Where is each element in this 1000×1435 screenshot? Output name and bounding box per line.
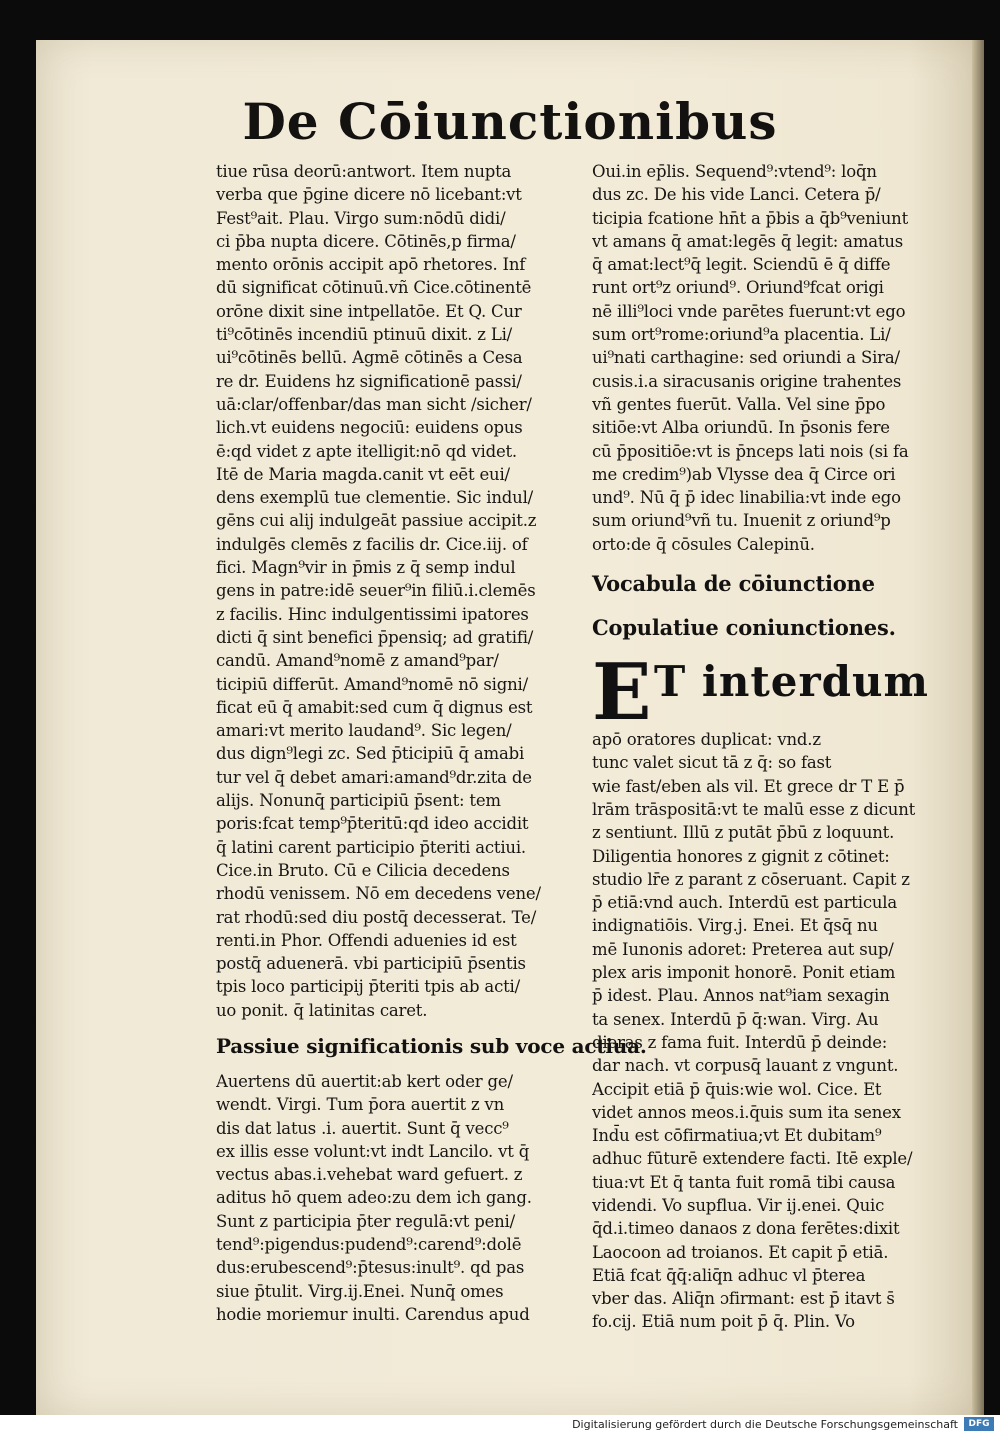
right-text-block-2 (592, 728, 972, 1334)
text-line: verba que p̄gine dicere nō licebant:vt (216, 185, 522, 205)
text-line: ticipiū differūt. Amand⁹nomē nō signi/ (216, 674, 528, 694)
text-line: dens exemplū tue clementie. Sic indul/ (216, 488, 534, 508)
text-line: Etiā fcat q̄q̄:aliq̄n adhuc vl p̄terea (592, 1265, 866, 1285)
dfg-logo-icon: DFG (964, 1417, 994, 1431)
text-line: gēns cui alij indulgeāt passiue accipit.z (216, 511, 537, 531)
book-page (36, 40, 984, 1415)
text-line: ē:qd videt z apte itelligit:nō qd videt. (216, 441, 517, 461)
text-line: vñ gentes fuerūt. Valla. Vel sine p̄po (592, 394, 886, 414)
text-line: cusis.i.a siracusanis origine trahentes (592, 371, 902, 391)
text-line: studio lr̄e z parant z cōseruant. Capit z (592, 869, 910, 889)
text-line: ta senex. Interdū p̄ q̄:wan. Virg. Au (592, 1009, 879, 1029)
text-line: tur vel q̄ debet amari:amand⁹dr.zita de (216, 767, 532, 787)
text-line: p̄ idest. Plau. Annos nat⁹iam sexagin (592, 986, 890, 1006)
text-line: alijs. Nonunq̄ participiū p̄sent: tem (216, 791, 501, 811)
text-line: ticipia fcatione hn̄t a p̄bis a q̄b⁹veniunt (592, 208, 909, 228)
text-line: wie fast/eben als vil. Et grece dr T E p̄ (592, 776, 905, 796)
text-line: videndi. Vo supflua. Vir ij.enei. Quic (592, 1195, 885, 1215)
text-line: tunc valet sicut tā z q̄: so fast (592, 753, 832, 773)
text-line: Auertens dū auertit:ab kert oder ge/ (216, 1071, 513, 1091)
text-line: und⁹. Nū q̄ p̄ idec linabilia:vt inde ego (592, 488, 901, 508)
text-line: adhuc fūturē extendere facti. Itē exple/ (592, 1149, 913, 1169)
drop-cap-title: T interdum (654, 657, 929, 707)
text-line: cū p̄positiōe:vt is p̄nceps lati nois (si fa (592, 441, 909, 461)
text-line: uo ponit. q̄ latinitas caret. (216, 1000, 428, 1020)
text-line: aditus hō quem adeo:zu dem ich gang. (216, 1188, 532, 1208)
text-line: dicti q̄ sint benefici p̄pensiq; ad gratifi/ (216, 627, 534, 647)
text-line: uā:clar/offenbar/das man sicht /sicher/ (216, 394, 532, 414)
text-line: dus dign⁹legi zc. Sed p̄ticipiū q̄ amabi (216, 744, 525, 764)
text-line: poris:fcat temp⁹p̄teritū:qd ideo accidit (216, 814, 529, 834)
text-line: orto:de q̄ cōsules Calepinū. (592, 534, 815, 554)
text-line: z facilis. Hinc indulgentissimi ipatores (216, 604, 529, 624)
decorated-initial-block (592, 647, 972, 739)
text-line: vectus abas.i.vehebat ward gefuert. z (216, 1165, 523, 1185)
text-line: nē illi⁹loci vnde parētes fuerunt:vt ego (592, 301, 906, 321)
text-line: sum ort⁹rome:oriund⁹a placentia. Li/ (592, 325, 891, 345)
text-line: Ind̄u est cōfirmatiua;vt Et dubitam⁹ (592, 1126, 882, 1146)
text-line: Diligentia honores z gignit z cōtinet: (592, 846, 890, 866)
left-text-block (216, 160, 608, 1022)
text-line: lrām trāspositā:vt te malū esse z dicunt (592, 799, 916, 819)
text-line: dis dat latus .i. auertit. Sunt q̄ vecc⁹ (216, 1118, 509, 1138)
text-line: q̄ amat:lect⁹q̄ legit. Sciendū ē q̄ diffe (592, 255, 891, 275)
text-line: gens in patre:idē seuer⁹in filiū.i.clemēs (216, 581, 536, 601)
right-text-block (592, 160, 972, 556)
text-line: sitiōe:vt Alba oriundū. In p̄sonis fere (592, 418, 890, 438)
right-column (592, 160, 972, 1334)
page-edge (972, 40, 984, 1415)
text-line: postq̄ aduenerā. vbi participiū p̄sentis (216, 954, 526, 974)
text-line: ficat eū q̄ amabit:sed cum q̄ dignus est (216, 697, 533, 717)
page-header (36, 92, 984, 162)
text-line: fo.cij. Etiā num poit p̄ q̄. Plin. Vo (592, 1312, 855, 1332)
drop-cap: E (592, 647, 652, 739)
text-line: indulgēs clemēs z facilis dr. Cice.iij. of (216, 534, 528, 554)
text-line: me credim⁹)ab Vlysse dea q̄ Circe ori (592, 464, 896, 484)
text-line: dus zc. De his vide Lanci. Cetera p̄/ (592, 185, 881, 205)
text-line: Oui.in ep̄lis. Sequend⁹:vtend⁹: loq̄n (592, 162, 877, 181)
left-column (216, 160, 647, 1326)
left-text-block-2 (216, 1070, 608, 1326)
text-line: dus:erubescend⁹:p̄tesus:inult⁹. qd pas (216, 1258, 525, 1278)
text-line: ex illis esse volunt:vt indt Lancilo. vt q̄ (216, 1141, 530, 1161)
section-heading-copulatiue: Copulatiue coniunctiones. (592, 615, 896, 641)
text-line: mē Iunonis adoret: Preterea aut sup/ (592, 939, 894, 959)
text-line: siue p̄tulit. Virg.ij.Enei. Nunq̄ omes (216, 1281, 504, 1301)
text-line: z sentiunt. Illū z putāt p̄bū z loquunt. (592, 823, 895, 843)
text-line: Accipit etiā p̄ q̄uis:wie wol. Cice. Et (592, 1079, 882, 1099)
text-line: ci p̄ba nupta dicere. Cōtinēs,p firma/ (216, 231, 516, 251)
section-heading-vocabula: Vocabula de cōiunctione (592, 571, 875, 597)
text-line: Itē de Maria magda.canit vt eēt eui/ (216, 464, 510, 484)
text-line: tiue rūsa deorū:antwort. Item nupta (216, 162, 512, 181)
text-line: ui⁹nati carthagine: sed oriundi a Sira/ (592, 348, 900, 368)
text-line: hodie moriemur inulti. Carendus apud (216, 1304, 530, 1324)
text-line: dieras z fama fuit. Interdū p̄ deinde: (592, 1032, 888, 1052)
section-heading: Passiue significationis sub voce actiua. (216, 1033, 647, 1058)
text-line: ti⁹cōtinēs incendiū ptinuū dixit. z Li/ (216, 325, 513, 345)
text-line: ui⁹cōtinēs bellū. Agmē cōtinēs a Cesa (216, 348, 523, 368)
text-line: renti.in Phor. Offendi aduenies id est (216, 930, 517, 950)
text-line: plex aris imponit honorē. Ponit etiam (592, 963, 896, 983)
text-line: Fest⁹ait. Plau. Virgo sum:nōdū didi/ (216, 208, 506, 228)
text-line: Cice.in Bruto. Cū e Cilicia decedens (216, 860, 510, 880)
text-line: fici. Magn⁹vir in p̄mis z q̄ semp indul (216, 558, 516, 578)
text-line: tpis loco participij p̄teriti tpis ab acti/ (216, 977, 520, 997)
text-line: Laocoon ad troianos. Et capit p̄ etiā. (592, 1242, 889, 1262)
text-line: tend⁹:pigendus:pudend⁹:carend⁹:dolē (216, 1235, 522, 1255)
text-line: re dr. Euidens hz significationē passi/ (216, 371, 522, 391)
footer-bar (0, 1415, 1000, 1435)
text-line: sum oriund⁹vñ tu. Inuenit z oriund⁹p (592, 511, 891, 531)
text-line: mento orōnis accipit apō rhetores. Inf (216, 255, 526, 275)
text-line: candū. Amand⁹nomē z amand⁹par/ (216, 651, 499, 671)
text-line: indignatiōis. Virg.j. Enei. Et q̄sq̄ nu (592, 916, 878, 936)
text-line: p̄ etiā:vnd auch. Interdū est particula (592, 893, 897, 913)
text-line: videt annos meos.i.q̄uis sum ita senex (592, 1102, 901, 1122)
text-line: tiua:vt Et q̄ tanta fuit romā tibi causa (592, 1172, 896, 1192)
text-line: wendt. Virgi. Tum p̄ora auertit z vn (216, 1095, 505, 1115)
footer-credit: Digitalisierung gefördert durch die Deutsche Forschungsgemeinschaft (572, 1418, 958, 1431)
text-line: Sunt z participia p̄ter regulā:vt peni/ (216, 1211, 515, 1231)
text-line: q̄d.i.timeo danaos z dona ferētes:dixit (592, 1219, 900, 1239)
text-line: apō oratores duplicat: vnd.z (592, 730, 821, 750)
text-line: lich.vt euidens negociū: euidens opus (216, 418, 523, 438)
text-line: vber das. Aliq̄n ɔfirmant: est p̄ itavt s̄ (592, 1289, 895, 1309)
text-line: q̄ latini carent participio p̄teriti actiui. (216, 837, 526, 857)
text-line: rhodū venissem. Nō em decedens vene/ (216, 884, 541, 904)
text-line: dū significat cōtinuū.vñ Cice.cōtinentē (216, 278, 532, 298)
page-title: De Cōiunctionibus (242, 92, 778, 151)
text-line: vt amans q̄ amat:legēs q̄ legit: amatus (592, 231, 904, 251)
text-line: runt ort⁹z oriund⁹. Oriund⁹fcat origi (592, 278, 884, 298)
text-line: rat rhodū:sed diu postq̄ decesserat. Te/ (216, 907, 537, 927)
text-line: orōne dixit sine intpellatōe. Et Q. Cur (216, 301, 522, 321)
text-line: dar nach. vt corpusq̄ lauant z vngunt. (592, 1056, 899, 1076)
text-line: amari:vt merito laudand⁹. Sic legen/ (216, 721, 512, 741)
